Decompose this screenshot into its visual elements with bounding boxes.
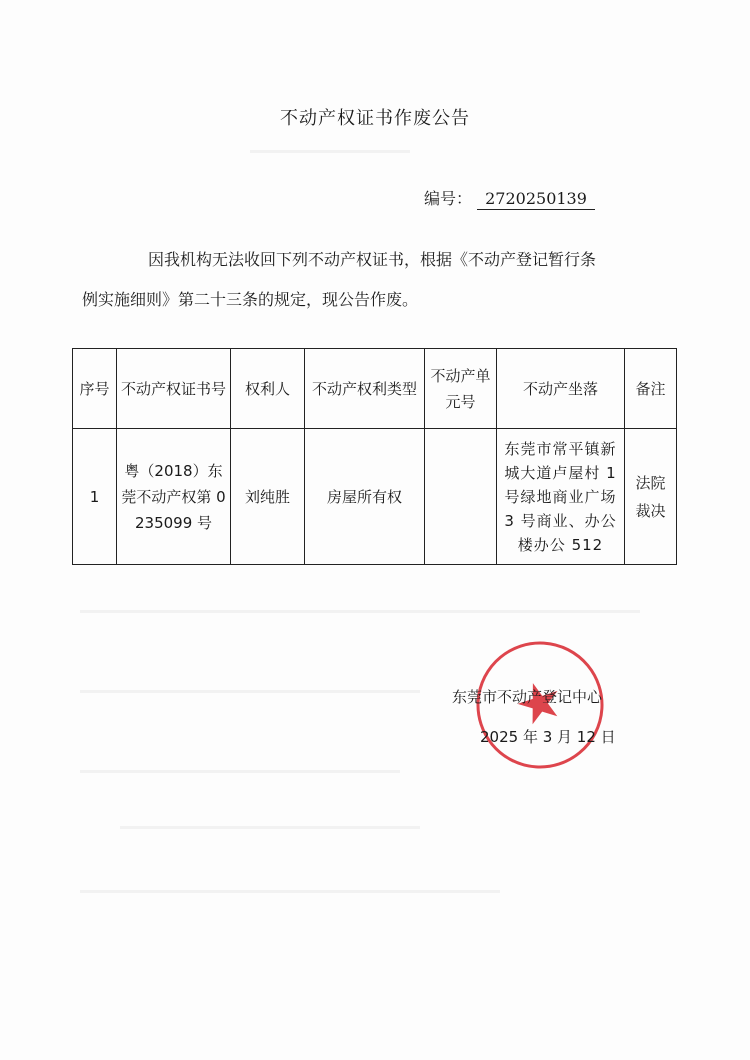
header-right-type: 不动产权利类型 [305,349,425,429]
paragraph-line: 例实施细则》第二十三条的规定，现公告作废。 [82,290,419,309]
notice-title: 不动产权证书作废公告 [280,108,470,129]
scan-artifact [80,770,400,773]
document-number-value: 2720250139 [477,189,595,210]
header-index: 序号 [73,349,117,429]
cell-location: 东莞市常平镇新城大道卢屋村 1 号绿地商业广场 3 号商业、办公楼办公 512 [497,429,625,565]
scan-artifact [80,610,640,613]
scan-artifact [80,690,420,693]
cell-unit-no [425,429,497,565]
issuing-organization: 东莞市不动产登记中心 [452,688,603,706]
header-cert-no: 不动产权证书号 [117,349,231,429]
issue-date: 2025 年 3 月 12 日 [480,728,616,746]
scan-artifact [80,890,500,893]
header-remark: 备注 [625,349,677,429]
cell-remark: 法院裁决 [625,429,677,565]
paragraph-line: 因我机构无法收回下列不动产权证书，根据《不动产登记暂行条 [148,250,597,269]
header-unit-no: 不动产单元号 [425,349,497,429]
cell-cert-no: 粤（2018）东莞不动产权第 0235099 号 [117,429,231,565]
document-number [424,186,595,210]
scan-artifact [120,826,420,829]
table-header-row [73,349,677,429]
header-holder: 权利人 [231,349,305,429]
document-number-label: 编号： [424,189,473,208]
notice-paragraph [82,240,672,320]
scan-artifact [250,150,410,153]
cell-index: 1 [73,429,117,565]
cell-right-type: 房屋所有权 [305,429,425,565]
table-row [73,429,677,565]
cell-holder: 刘纯胜 [231,429,305,565]
header-location: 不动产坐落 [497,349,625,429]
certificate-table [72,348,677,565]
